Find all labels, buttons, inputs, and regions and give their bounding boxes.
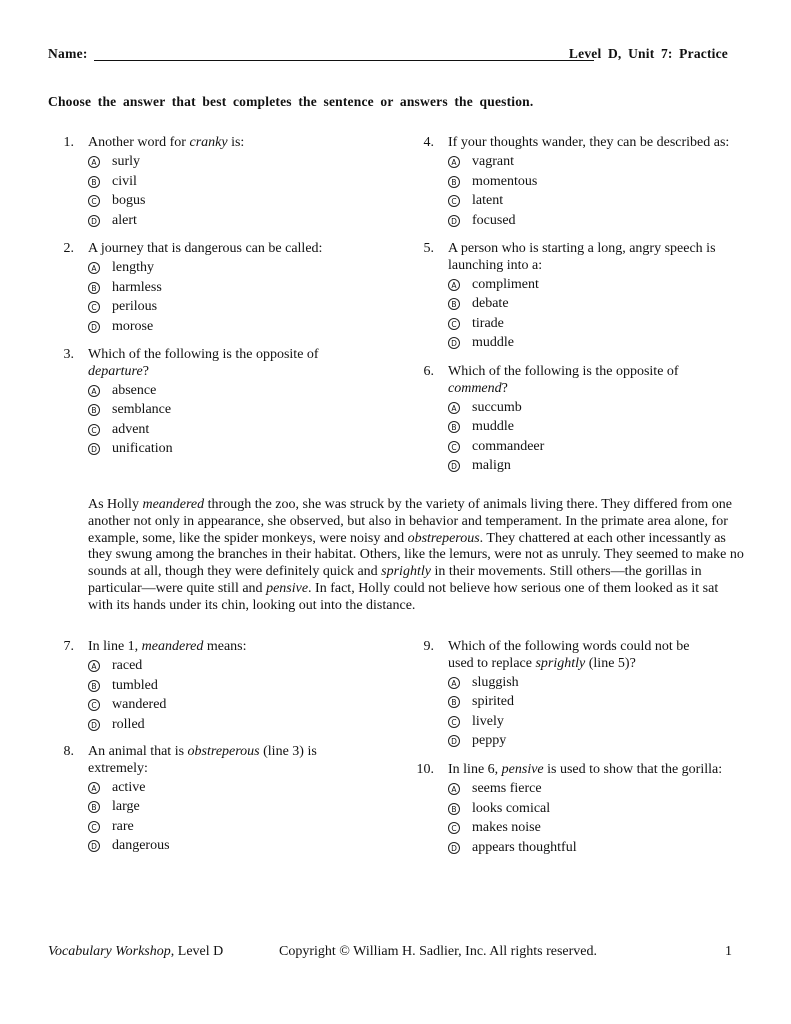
vocab-word: commend [448, 380, 502, 396]
footer-book-title: Vocabulary Workshop [48, 944, 171, 959]
answer-option-c[interactable] [88, 298, 368, 318]
answer-text: peppy [472, 733, 507, 748]
question-5 [408, 241, 718, 353]
question-8 [48, 744, 358, 856]
answer-text: advent [112, 421, 150, 437]
question-stem [88, 135, 368, 152]
answer-text: sluggish [472, 674, 519, 690]
answer-options [448, 673, 718, 751]
instructions: Choose the answer that best completes the sentence or answers the question. [48, 94, 534, 109]
answer-option-a[interactable] [88, 657, 368, 677]
answer-option-b[interactable] [448, 799, 753, 819]
answer-option-c[interactable] [448, 314, 718, 334]
answer-text: bogus [112, 193, 146, 208]
question-number: 2. [63, 241, 74, 256]
answer-text: latent [472, 193, 504, 208]
question-number: 9. [423, 639, 434, 654]
answer-text: absence [112, 382, 157, 398]
answer-option-a[interactable] [448, 780, 753, 800]
question-3 [48, 347, 358, 459]
answer-option-a[interactable] [88, 381, 358, 401]
question-number: 6. [423, 364, 434, 379]
answer-option-a[interactable] [448, 673, 718, 693]
answer-bubble[interactable]: D [448, 735, 460, 747]
answer-text: rolled [112, 716, 145, 732]
answer-bubble[interactable]: B [88, 282, 100, 294]
answer-option-d[interactable] [448, 732, 718, 752]
stem-text: If your thoughts wander, they can be described as: [448, 135, 730, 150]
passage-text: in their movements. Still others—the gorillas in particular—were quite still and [88, 564, 702, 596]
answer-options [88, 259, 368, 337]
answer-bubble[interactable]: D [88, 719, 100, 731]
answer-text: muddle [472, 419, 514, 434]
answer-text: raced [112, 658, 143, 673]
stem-text: is: [227, 135, 245, 150]
answer-bubble[interactable]: A [88, 262, 100, 274]
answer-text: dangerous [112, 838, 170, 853]
answer-option-d[interactable] [88, 211, 368, 231]
question-stem [448, 241, 718, 274]
answer-option-b[interactable] [448, 418, 708, 438]
stem-text: Which of the following is the opposite of [448, 364, 679, 379]
answer-option-d[interactable] [88, 837, 358, 857]
answer-options [448, 780, 753, 858]
answer-option-c[interactable] [448, 437, 708, 457]
answer-bubble[interactable]: C [448, 716, 460, 728]
stem-text: A journey that is dangerous can be called: [88, 241, 323, 256]
question-number: 7. [63, 639, 74, 654]
answer-text: active [112, 779, 146, 795]
level-title: Level D, Unit 7: Practice [568, 46, 728, 61]
answer-text: succumb [472, 399, 522, 415]
answer-bubble[interactable]: A [448, 156, 460, 168]
question-10 [408, 762, 753, 858]
answer-text: tumbled [112, 677, 158, 693]
question-2 [48, 241, 368, 337]
answer-text: seems fierce [472, 781, 542, 796]
answer-option-c[interactable] [448, 192, 753, 212]
answer-text: rare [112, 818, 134, 834]
passage-text: through the zoo, she was struck by the variety of animals living there. They differed from one another not only in appearance, she observed, but also in behavior and temperament. In the primate area alone, for example, some, like the spider monkeys, were noisy and [88, 497, 732, 546]
answer-options [448, 275, 718, 353]
stem-text: is used to show that the gorilla: [543, 762, 723, 777]
answer-option-c[interactable] [448, 819, 753, 839]
answer-bubble[interactable]: B [448, 696, 460, 708]
answer-bubble[interactable]: C [448, 441, 460, 453]
answer-option-a[interactable] [448, 398, 708, 418]
answer-text: momentous [472, 173, 538, 189]
question-stem [88, 241, 368, 258]
passage-text: As Holly [88, 497, 143, 512]
answer-bubble[interactable]: D [88, 443, 100, 455]
answer-bubble[interactable]: B [88, 176, 100, 188]
answer-text: wandered [112, 697, 167, 712]
stem-text: (line 3) is extremely: [88, 744, 317, 776]
answer-option-c[interactable] [88, 420, 358, 440]
footer-copyright: Copyright © William H. Sadlier, Inc. All rights reserved. [279, 944, 597, 959]
answer-options [88, 381, 358, 459]
answer-option-b[interactable] [88, 401, 358, 421]
answer-text: lengthy [112, 260, 154, 275]
question-number: 1. [63, 135, 74, 150]
answer-text: commandeer [472, 438, 545, 454]
stem-text: Which of the following words could not be used to replace [448, 639, 690, 671]
footer-book-level: , Level D [170, 944, 224, 959]
answer-bubble[interactable]: B [448, 298, 460, 310]
answer-option-d[interactable] [88, 715, 368, 735]
answer-option-a[interactable] [88, 153, 368, 173]
answer-option-d[interactable] [448, 457, 708, 477]
answer-text: focused [472, 212, 516, 228]
answer-bubble[interactable]: B [88, 404, 100, 416]
answer-text: compliment [472, 276, 539, 292]
passage-text: . They chattered at each other incessantly as they swung among the branches in their habitat. Others, like the lemurs, were not as unruly. They seemed to make no sounds at all, though they were definitely quick and [88, 530, 744, 580]
answer-text: alert [112, 212, 137, 228]
passage-text: . In fact, Holly could not believe how serious one of them looked as it sat with its hands under its chin, looking out into the distance. [88, 580, 719, 613]
stem-text: In line 6, [448, 762, 502, 777]
question-number: 10. [416, 762, 434, 777]
question-number: 8. [63, 744, 74, 759]
question-stem [88, 744, 358, 777]
answer-text: morose [112, 318, 154, 334]
stem-text: means: [203, 639, 247, 654]
answer-options [88, 153, 368, 231]
question-stem [448, 364, 708, 397]
answer-option-a[interactable] [88, 259, 368, 279]
answer-text: harmless [112, 279, 162, 295]
answer-text: makes noise [472, 820, 541, 835]
passage-vocab-word: sprightly [381, 564, 431, 580]
passage-vocab-word: pensive [266, 580, 309, 596]
stem-text: (line 5)? [585, 655, 636, 671]
answer-option-b[interactable] [88, 798, 358, 818]
answer-bubble[interactable]: D [448, 337, 460, 349]
question-7 [48, 639, 368, 735]
question-stem [448, 639, 718, 672]
answer-option-b[interactable] [88, 676, 368, 696]
answer-text: malign [472, 458, 511, 473]
answer-bubble[interactable]: D [448, 842, 460, 854]
answer-text: civil [112, 173, 137, 189]
answer-option-d[interactable] [88, 317, 368, 337]
answer-text: semblance [112, 402, 172, 417]
answer-option-b[interactable] [88, 172, 368, 192]
stem-text: A person who is starting a long, angry speech is launching into a: [448, 241, 716, 273]
answer-bubble[interactable]: B [448, 803, 460, 815]
answer-text: tirade [472, 315, 504, 331]
answer-option-c[interactable] [448, 712, 718, 732]
answer-option-d[interactable] [448, 838, 753, 858]
vocab-word: cranky [189, 135, 228, 150]
answer-text: muddle [472, 335, 514, 350]
answer-bubble[interactable]: A [88, 156, 100, 168]
answer-bubble[interactable]: D [88, 321, 100, 333]
reading-passage [88, 497, 746, 615]
question-number: 4. [423, 135, 434, 150]
answer-bubble[interactable]: A [448, 279, 460, 291]
vocab-word: meandered [141, 639, 204, 654]
answer-bubble[interactable]: A [88, 385, 100, 397]
answer-text: looks comical [472, 800, 551, 816]
answer-text: unification [112, 441, 173, 456]
answer-option-c[interactable] [88, 817, 358, 837]
answer-options [88, 778, 358, 856]
question-stem [88, 347, 358, 380]
answer-text: lively [472, 713, 504, 729]
footer-book-info [48, 944, 223, 960]
answer-options [448, 398, 708, 476]
answer-option-b[interactable] [448, 172, 753, 192]
answer-bubble[interactable]: C [88, 195, 100, 207]
answer-bubble[interactable]: D [88, 215, 100, 227]
question-1 [48, 135, 368, 231]
stem-text: In line 1, [88, 639, 142, 654]
answer-bubble[interactable]: A [88, 782, 100, 794]
answer-option-b[interactable] [88, 278, 368, 298]
question-6 [408, 364, 708, 476]
page-number: 1 [725, 944, 732, 959]
answer-option-c[interactable] [88, 696, 368, 716]
stem-text: ? [142, 363, 149, 379]
vocab-word: pensive [501, 762, 544, 777]
answer-bubble[interactable]: C [88, 301, 100, 313]
vocab-word: sprightly [535, 655, 586, 671]
passage-vocab-word: obstreperous [407, 530, 480, 546]
answer-text: perilous [112, 299, 158, 314]
stem-text: Another word for [88, 135, 190, 150]
vocab-word: obstreperous [187, 744, 260, 759]
answer-bubble[interactable]: C [88, 699, 100, 711]
question-4 [408, 135, 753, 231]
answer-bubble[interactable]: C [448, 822, 460, 834]
answer-bubble[interactable]: D [88, 840, 100, 852]
question-stem [448, 135, 753, 152]
stem-text: Which of the following is the opposite of [88, 347, 319, 362]
answer-text: large [112, 799, 140, 814]
answer-bubble[interactable]: C [88, 424, 100, 436]
answer-text: spirited [472, 694, 514, 709]
question-number: 5. [423, 241, 434, 256]
question-number: 3. [63, 347, 74, 362]
answer-option-b[interactable] [448, 295, 718, 315]
answer-option-d[interactable] [448, 334, 718, 354]
answer-bubble[interactable]: C [88, 821, 100, 833]
question-9 [408, 639, 718, 751]
question-stem [448, 762, 753, 779]
answer-bubble[interactable]: D [448, 215, 460, 227]
vocab-word: departure [88, 363, 143, 379]
answer-option-b[interactable] [448, 693, 718, 713]
answer-bubble[interactable]: C [448, 318, 460, 330]
answer-option-c[interactable] [88, 192, 368, 212]
answer-option-d[interactable] [448, 211, 753, 231]
answer-text: surly [112, 154, 140, 169]
answer-option-a[interactable] [448, 153, 753, 173]
answer-bubble[interactable]: D [448, 460, 460, 472]
answer-options [448, 153, 753, 231]
answer-bubble[interactable]: B [88, 680, 100, 692]
answer-bubble[interactable]: A [448, 677, 460, 689]
answer-bubble[interactable]: B [448, 421, 460, 433]
name-label: Name: [48, 46, 88, 61]
passage-vocab-word: meandered [142, 497, 205, 512]
question-stem [88, 639, 368, 656]
name-field-line[interactable] [94, 60, 594, 61]
stem-text: ? [501, 380, 508, 396]
answer-bubble[interactable]: A [448, 783, 460, 795]
answer-option-a[interactable] [448, 275, 718, 295]
answer-bubble[interactable]: A [448, 402, 460, 414]
stem-text: An animal that is [88, 744, 188, 759]
answer-bubble[interactable]: A [88, 660, 100, 672]
answer-option-d[interactable] [88, 440, 358, 460]
answer-text: vagrant [472, 154, 514, 169]
answer-bubble[interactable]: C [448, 195, 460, 207]
answer-text: appears thoughtful [472, 839, 577, 855]
answer-bubble[interactable]: B [88, 801, 100, 813]
answer-options [88, 657, 368, 735]
answer-text: debate [472, 296, 509, 311]
answer-bubble[interactable]: B [448, 176, 460, 188]
answer-option-a[interactable] [88, 778, 358, 798]
